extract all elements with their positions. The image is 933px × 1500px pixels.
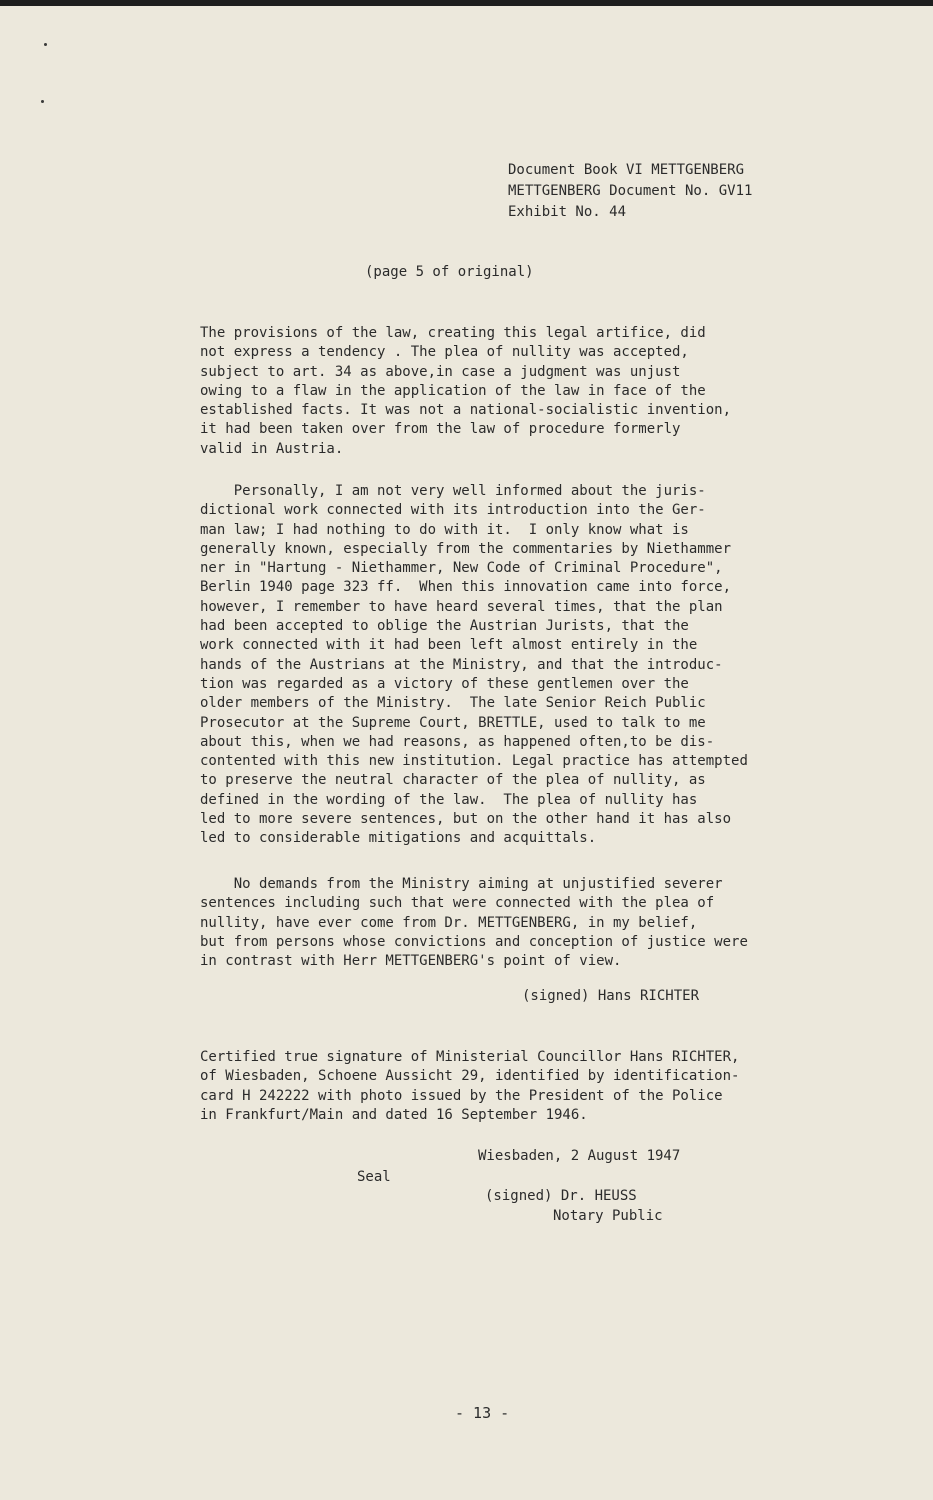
- text-line: hands of the Austrians at the Ministry, and that the introduc-: [200, 656, 723, 673]
- text-line: sentences including such that were connected with the plea of: [200, 895, 715, 912]
- text-line: but from persons whose convictions and conception of justice were: [200, 933, 748, 950]
- text-line: Certified true signature of Ministerial Councillor Hans RICHTER,: [200, 1049, 740, 1065]
- text-line: work connected with it had been left almost entirely in the: [200, 637, 698, 654]
- text-line: card H 242222 with photo issued by the President of the Police: [200, 1087, 723, 1104]
- text-line: in contrast with Herr METTGENBERG's point of view.: [200, 953, 622, 970]
- text-line: man law; I had nothing to do with it. I only know what is: [200, 521, 689, 538]
- text-line: however, I remember to have heard several times, that the plan: [200, 598, 723, 615]
- text-line: in Frankfurt/Main and dated 16 September 1946.: [200, 1106, 588, 1123]
- text-line: owing to a flaw in the application of the law in face of the: [200, 382, 706, 399]
- signature-line: (signed) Hans RICHTER: [522, 988, 700, 1004]
- text-line: dictional work connected with its introduction into the Ger-: [200, 502, 706, 519]
- text-line: No demands from the Ministry aiming at unjustified severer: [200, 876, 723, 892]
- notary-signature: (signed) Dr. HEUSS: [485, 1188, 637, 1204]
- text-line: had been accepted to oblige the Austrian Jurists, that the: [200, 618, 689, 635]
- text-line: led to considerable mitigations and acquittals.: [200, 830, 597, 847]
- text-line: ner in "Hartung - Niethammer, New Code of Criminal Procedure",: [200, 560, 723, 577]
- text-line: of Wiesbaden, Schoene Aussicht 29, identified by identification-: [200, 1068, 740, 1085]
- text-line: Personally, I am not very well informed about the juris-: [200, 483, 706, 499]
- text-line: subject to art. 34 as above,in case a judgment was unjust: [200, 363, 681, 380]
- header-line: Exhibit No. 44: [508, 204, 627, 220]
- text-line: defined in the wording of the law. The plea of nullity has: [200, 791, 698, 808]
- text-line: established facts. It was not a national-socialistic invention,: [200, 402, 732, 419]
- text-line: Prosecutor at the Supreme Court, BRETTLE, used to talk to me: [200, 714, 706, 731]
- text-line: tion was regarded as a victory of these gentlemen over the: [200, 675, 689, 692]
- text-line: to preserve the neutral character of the plea of nullity, as: [200, 772, 706, 789]
- header-line: Document Book VI METTGENBERG: [508, 162, 745, 178]
- text-line: nullity, have ever come from Dr. METTGENBERG, in my belief,: [200, 914, 698, 931]
- text-line: The provisions of the law, creating this legal artifice, did: [200, 325, 706, 341]
- seal-label: Seal: [357, 1169, 391, 1185]
- scan-edge: [0, 0, 933, 6]
- text-line: not express a tendency . The plea of nullity was accepted,: [200, 344, 689, 361]
- text-line: older members of the Ministry. The late Senior Reich Public: [200, 695, 706, 712]
- paragraph-1: [200, 324, 820, 459]
- text-line: generally known, especially from the commentaries by Niethammer: [200, 540, 732, 557]
- text-line: valid in Austria.: [200, 440, 344, 457]
- paragraph-2: [200, 482, 820, 849]
- scan-speck: [41, 100, 44, 103]
- text-line: Berlin 1940 page 323 ff. When this innovation came into force,: [200, 579, 732, 596]
- scan-speck: [44, 43, 47, 46]
- page-reference: (page 5 of original): [365, 264, 534, 280]
- text-line: it had been taken over from the law of procedure formerly: [200, 421, 681, 438]
- page-number: - 13 -: [455, 1404, 510, 1422]
- text-line: led to more severe sentences, but on the other hand it has also: [200, 811, 732, 828]
- header-line: METTGENBERG Document No. GV11: [508, 183, 753, 199]
- place-date: Wiesbaden, 2 August 1947: [478, 1148, 681, 1164]
- text-line: contented with this new institution. Legal practice has attempted: [200, 753, 748, 770]
- paragraph-3: [200, 875, 820, 971]
- document-header: [508, 160, 752, 223]
- text-line: about this, when we had reasons, as happened often,to be dis-: [200, 733, 715, 750]
- certification: [200, 1048, 739, 1125]
- notary-title: Notary Public: [553, 1208, 663, 1224]
